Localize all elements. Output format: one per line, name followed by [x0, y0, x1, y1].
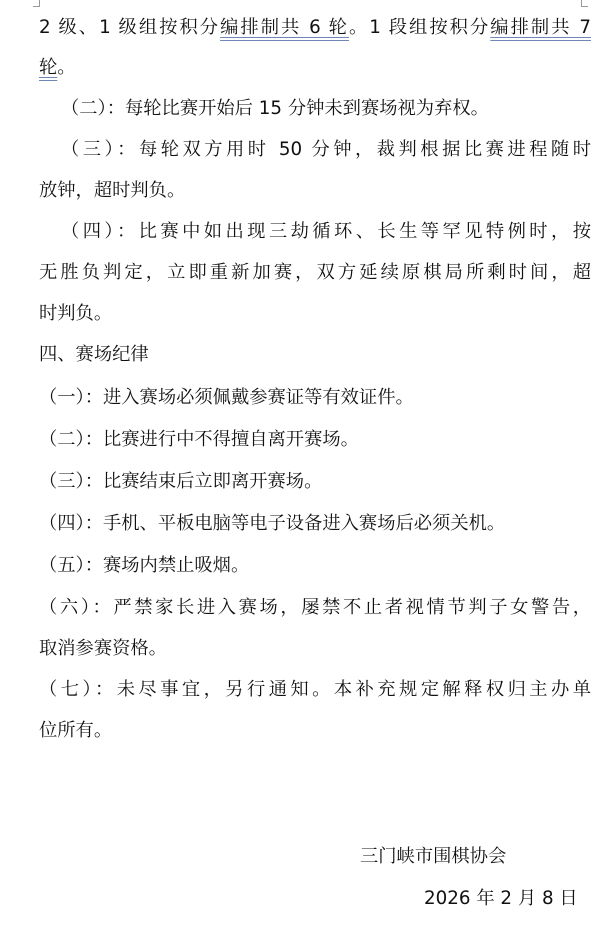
rule-item: （一）：进入赛场必须佩戴参赛证等有效证件。	[39, 387, 414, 408]
signature-organization: 三门峡市围棋协会	[360, 846, 507, 867]
text-run: 。1 段组按积分	[348, 17, 491, 38]
paragraph-line: （二）：每轮比赛开始后 15 分钟未到赛场视为弃权。	[61, 98, 489, 119]
text-run: 2 级、1 级组按积分	[39, 17, 221, 38]
rule-item: （六）：严禁家长进入赛场，屡禁不止者视情节判子女警告，	[39, 597, 591, 618]
paragraph-line: （四）：比赛中如出现三劫循环、长生等罕见特例时，按	[61, 221, 591, 242]
paragraph-line: 放钟，超时判负。	[39, 180, 186, 201]
underlined-text: 轮	[39, 57, 58, 78]
rule-item: （二）：比赛进行中不得擅自离开赛场。	[39, 429, 359, 450]
rule-item: （五）：赛场内禁止吸烟。	[39, 555, 250, 576]
paragraph-line: （三）：每轮双方用时 50 分钟，裁判根据比赛进程随时	[61, 139, 591, 160]
paragraph-line: 时判负。	[39, 303, 113, 324]
underlined-text: 编排制共 7	[490, 17, 591, 38]
paragraph-line	[39, 14, 591, 42]
underlined-text: 编排制共 6 轮	[220, 17, 349, 38]
section-heading: 四、赛场纪律	[39, 344, 149, 365]
text-run: 。	[57, 57, 76, 78]
paragraph-line	[39, 54, 591, 82]
paragraph-line: 无胜负判定，立即重新加赛，双方延续原棋局所剩时间，超	[39, 262, 591, 283]
page-corner-mark-right	[581, 0, 588, 7]
rule-item: （三）：比赛结束后立即离开赛场。	[39, 471, 323, 492]
rule-item: 取消参赛资格。	[39, 638, 167, 659]
rule-item: （四）：手机、平板电脑等电子设备进入赛场后必须关机。	[39, 513, 506, 534]
rule-item: （七）：未尽事宜，另行通知。本补充规定解释权归主办单	[39, 679, 591, 700]
page-corner-mark-left	[33, 0, 40, 7]
signature-date: 2026 年 2 月 8 日	[424, 888, 578, 909]
rule-item: 位所有。	[39, 720, 113, 741]
